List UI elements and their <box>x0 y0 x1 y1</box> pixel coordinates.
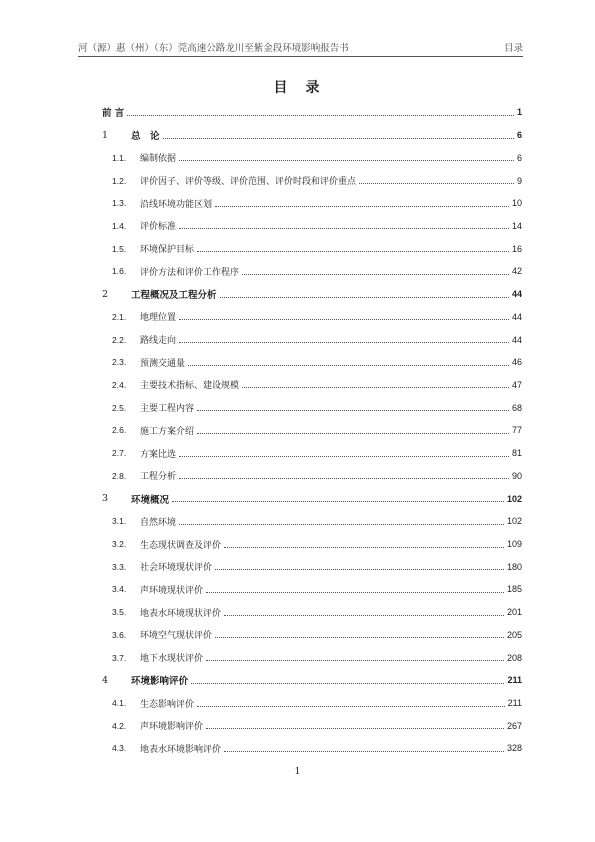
dot-leader <box>220 297 509 298</box>
toc-entry-number: 2.2. <box>112 334 127 345</box>
toc-entry-title: 前 言 <box>102 108 125 120</box>
header-section-label: 目录 <box>503 43 523 54</box>
toc-entry-page: 14 <box>511 220 522 231</box>
dot-leader <box>242 274 509 275</box>
toc-entry-title: 环境影响评价 <box>131 676 189 688</box>
toc-entry-number: 2 <box>102 288 109 300</box>
toc-entry[interactable] <box>102 714 522 737</box>
toc-title: 目 录 <box>273 80 322 96</box>
toc-entry-title: 社会环境现状评价 <box>140 563 213 574</box>
dot-leader <box>206 728 504 729</box>
toc-entry[interactable] <box>102 283 522 306</box>
dot-leader <box>179 228 509 229</box>
dot-leader <box>224 547 504 548</box>
toc-entry-number: 4 <box>102 674 109 686</box>
dot-leader <box>197 706 505 707</box>
toc-entry-page: 77 <box>511 425 522 436</box>
toc-entry-title: 环境空气现状评价 <box>140 631 213 642</box>
toc-entry-page: 68 <box>511 402 522 413</box>
dot-leader <box>224 615 504 616</box>
toc-entry[interactable] <box>102 601 522 624</box>
toc-entry-title: 评价方法和评价工作程序 <box>140 267 240 278</box>
toc-entry-title: 地表水环境影响评价 <box>140 744 222 755</box>
header-document-title: 河（源）惠（州）（东）莞高速公路龙川至紫金段环境影响报告书 <box>78 43 349 54</box>
toc-entry[interactable] <box>102 510 522 533</box>
page-header <box>78 40 523 57</box>
toc-entry-number: 1.2. <box>112 175 127 186</box>
toc-entry-page: 102 <box>506 516 522 527</box>
dot-leader <box>206 592 504 593</box>
dot-leader <box>224 751 504 752</box>
toc-entry-title: 地理位置 <box>140 313 177 324</box>
page-number: 1 <box>294 767 301 777</box>
toc-entry-page: 267 <box>506 720 522 731</box>
toc-entry[interactable] <box>102 396 522 419</box>
toc-entry-number: 3.2. <box>112 539 127 550</box>
toc-entry-title: 地表水环境现状评价 <box>140 608 222 619</box>
toc-entry-number: 2.8. <box>112 470 127 481</box>
toc-entry-page: 1 <box>516 107 522 118</box>
toc-entry-number: 3.4. <box>112 584 127 595</box>
toc-entry-page: 211 <box>507 675 522 686</box>
toc-entry[interactable] <box>102 328 522 351</box>
toc-entry-page: 328 <box>506 743 522 754</box>
dot-leader <box>197 410 509 411</box>
toc-entry-page: 205 <box>506 629 522 640</box>
toc-entry-title: 评价因子、评价等级、评价范围、评价时段和评价重点 <box>140 177 357 188</box>
dot-leader <box>242 387 509 388</box>
toc-entry-number: 3.3. <box>112 561 127 572</box>
dot-leader <box>163 138 514 139</box>
toc-entry[interactable] <box>102 669 522 692</box>
toc-entry-title: 工程概况及工程分析 <box>131 290 217 302</box>
toc-entry-page: 46 <box>511 357 522 368</box>
toc-entry-title: 自然环境 <box>140 517 177 528</box>
toc-entry[interactable] <box>102 465 522 488</box>
toc-entry[interactable] <box>102 260 522 283</box>
toc-entry-title: 主要工程内容 <box>140 404 195 415</box>
toc-entry-number: 4.2. <box>112 720 127 731</box>
dot-leader <box>197 251 509 252</box>
dot-leader <box>179 160 514 161</box>
toc-entry[interactable] <box>102 624 522 647</box>
toc-entry-page: 102 <box>506 493 522 504</box>
table-of-contents <box>102 101 522 760</box>
toc-entry-title: 环境概况 <box>131 494 170 506</box>
toc-entry[interactable] <box>102 351 522 374</box>
toc-entry-title: 声环境影响评价 <box>140 722 204 733</box>
toc-entry-page: 211 <box>507 698 522 709</box>
toc-entry-page: 208 <box>506 652 522 663</box>
toc-entry[interactable] <box>102 737 522 760</box>
toc-entry-page: 6 <box>516 130 522 141</box>
toc-entry-page: 109 <box>506 539 522 550</box>
toc-entry-title: 方案比选 <box>140 449 177 460</box>
toc-entry-number: 3 <box>102 493 109 505</box>
toc-entry-page: 42 <box>511 266 522 277</box>
toc-entry-page: 44 <box>511 334 522 345</box>
dot-leader <box>215 637 504 638</box>
toc-entry-title: 评价标准 <box>140 222 177 233</box>
toc-entry[interactable] <box>102 487 522 510</box>
toc-entry-title: 环境保护目标 <box>140 245 195 256</box>
toc-entry-page: 16 <box>511 243 522 254</box>
toc-entry[interactable] <box>102 555 522 578</box>
dot-leader <box>179 478 509 479</box>
toc-entry-number: 3.5. <box>112 607 127 618</box>
toc-entry[interactable] <box>102 419 522 442</box>
toc-entry[interactable] <box>102 305 522 328</box>
toc-entry[interactable] <box>102 215 522 238</box>
dot-leader <box>172 501 504 502</box>
toc-entry[interactable] <box>102 692 522 715</box>
toc-entry-page: 180 <box>506 561 522 572</box>
toc-entry-title: 路线走向 <box>140 336 177 347</box>
toc-entry[interactable] <box>102 442 522 465</box>
toc-entry-number: 2.6. <box>112 425 127 436</box>
toc-entry-title: 施工方案介绍 <box>140 426 195 437</box>
toc-entry-number: 1.4. <box>112 220 127 231</box>
toc-entry-page: 90 <box>511 470 522 481</box>
toc-entry-number: 2.7. <box>112 448 127 459</box>
toc-entry-number: 2.3. <box>112 357 127 368</box>
dot-leader <box>188 365 509 366</box>
toc-entry[interactable] <box>102 146 522 169</box>
toc-entry-number: 4.1. <box>112 698 127 709</box>
dot-leader <box>359 183 514 184</box>
toc-entry-number: 1.3. <box>112 198 127 209</box>
dot-leader <box>179 342 509 343</box>
toc-entry-number: 3.7. <box>112 652 127 663</box>
toc-entry-number: 1.1. <box>112 152 127 163</box>
toc-entry[interactable] <box>102 192 522 215</box>
toc-entry-page: 47 <box>511 379 522 390</box>
dot-leader <box>206 660 504 661</box>
toc-entry-page: 9 <box>516 175 522 186</box>
toc-entry-number: 3.1. <box>112 516 127 527</box>
dot-leader <box>191 683 504 684</box>
toc-entry[interactable] <box>102 533 522 556</box>
toc-entry-page: 201 <box>506 607 522 618</box>
toc-entry-number: 2.4. <box>112 379 127 390</box>
dot-leader <box>215 206 509 207</box>
dot-leader <box>127 115 514 116</box>
dot-leader <box>179 319 509 320</box>
toc-entry-number: 2.5. <box>112 402 127 413</box>
toc-entry-page: 10 <box>511 198 522 209</box>
toc-entry-page: 44 <box>511 289 522 300</box>
toc-entry-page: 185 <box>506 584 522 595</box>
toc-entry-title: 编制依据 <box>140 154 177 165</box>
toc-entry[interactable] <box>102 374 522 397</box>
toc-entry-number: 2.1. <box>112 311 127 322</box>
toc-entry-page: 81 <box>511 448 522 459</box>
toc-entry-number: 3.6. <box>112 629 127 640</box>
toc-entry-title: 声环境现状评价 <box>140 585 204 596</box>
toc-entry[interactable] <box>102 124 522 147</box>
toc-entry[interactable] <box>102 101 522 124</box>
toc-entry-page: 6 <box>516 152 522 163</box>
toc-entry[interactable] <box>102 646 522 669</box>
toc-entry-title: 地下水现状评价 <box>140 654 204 665</box>
toc-entry-title: 沿线环境功能区划 <box>140 199 213 210</box>
toc-entry-title: 预测交通量 <box>140 358 186 369</box>
dot-leader <box>215 569 504 570</box>
toc-entry-number: 4.3. <box>112 743 127 754</box>
toc-entry-number: 1 <box>102 129 109 141</box>
toc-entry-title: 生态现状调查及评价 <box>140 540 222 551</box>
toc-entry[interactable] <box>102 169 522 192</box>
toc-entry-page: 44 <box>511 311 522 322</box>
dot-leader <box>179 524 504 525</box>
toc-entry[interactable] <box>102 578 522 601</box>
dot-leader <box>179 456 509 457</box>
toc-entry-number: 1.6. <box>112 266 127 277</box>
toc-entry-title: 总 论 <box>131 131 160 143</box>
toc-entry-title: 工程分析 <box>140 472 177 483</box>
toc-entry[interactable] <box>102 237 522 260</box>
toc-entry-title: 生态影响评价 <box>140 699 195 710</box>
toc-entry-title: 主要技术指标、建设规模 <box>140 381 240 392</box>
toc-entry-number: 1.5. <box>112 243 127 254</box>
dot-leader <box>197 433 509 434</box>
